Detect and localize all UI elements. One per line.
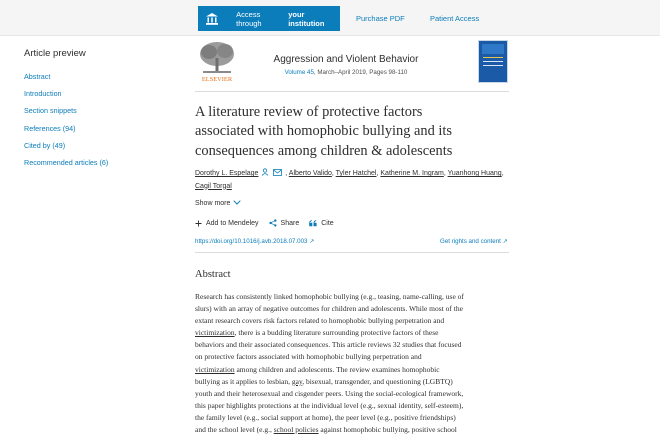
abstract-line: and the school level (e.g., school policies against homophobic bullying, positive school bbox=[195, 425, 457, 435]
purchase-pdf-link[interactable]: Purchase PDF bbox=[356, 14, 405, 23]
article-preview-sidebar bbox=[24, 48, 174, 171]
cite-label: Cite bbox=[321, 219, 334, 227]
mendeley-label: Add to Mendeley bbox=[206, 219, 259, 227]
plus-icon bbox=[195, 220, 202, 227]
external-link-icon: ↗ bbox=[309, 238, 315, 245]
chevron-down-icon bbox=[233, 200, 241, 207]
cover-stripe bbox=[483, 57, 503, 58]
glossary-term-link[interactable]: victimization bbox=[195, 328, 235, 338]
author-link[interactable]: Katherine M. Ingram bbox=[380, 170, 444, 177]
sidebar-item-references[interactable]: References (94) bbox=[24, 123, 76, 133]
abstract-heading: Abstract bbox=[195, 269, 231, 280]
abstract-line: slurs) with an array of negative outcomes for children and adolescents. While most of the bbox=[195, 304, 463, 314]
journal-cover-image[interactable] bbox=[478, 40, 508, 83]
share-label: Share bbox=[280, 219, 300, 227]
journal-issue bbox=[246, 69, 446, 76]
doi-link[interactable] bbox=[195, 238, 314, 245]
sidebar-heading: Article preview bbox=[24, 48, 86, 59]
journal-volume-link[interactable]: Volume 45 bbox=[284, 69, 314, 76]
author-link[interactable]: Tyler Hatchel bbox=[335, 170, 377, 177]
abstract-line: behaviors and their associated consequences. This article reviews 32 studies that focused bbox=[195, 340, 462, 350]
rights-text: Get rights and content bbox=[440, 238, 501, 245]
article-title-line: associated with homophobic bullying and its bbox=[195, 123, 453, 140]
publisher-name: ELSEVIER bbox=[201, 76, 233, 83]
cover-title-band bbox=[482, 44, 504, 54]
abstract-line: bullying as it applies to lesbian, gay, bisexual, transgender, and questioning (LGBTQ) bbox=[195, 376, 453, 386]
share-icon bbox=[269, 219, 277, 227]
glossary-term-link[interactable]: victimization bbox=[195, 364, 235, 374]
external-link-icon: ↗ bbox=[502, 238, 508, 245]
abstract-text bbox=[195, 291, 517, 436]
sidebar-item-section-snippets[interactable]: Section snippets bbox=[24, 106, 77, 116]
article-title-line: A literature review of protective factors bbox=[195, 104, 423, 120]
author-link[interactable]: Dorothy L. Espelage bbox=[195, 170, 259, 177]
sidebar-item-introduction[interactable]: Introduction bbox=[24, 89, 62, 99]
top-bar bbox=[0, 0, 660, 36]
elsevier-logo[interactable] bbox=[195, 40, 239, 84]
cite-button[interactable] bbox=[309, 220, 333, 227]
author-link[interactable]: Alberto Valido bbox=[288, 170, 332, 177]
author-link[interactable]: Cagil Torgal bbox=[195, 182, 232, 190]
sidebar-item-abstract[interactable]: Abstract bbox=[24, 72, 51, 81]
email-icon[interactable] bbox=[273, 169, 282, 181]
institution-icon bbox=[204, 10, 220, 27]
show-more-label: Show more bbox=[195, 200, 231, 207]
journal-title[interactable]: Aggression and Violent Behavior bbox=[273, 54, 419, 65]
sidebar-item-cited-by[interactable]: Cited by (49) bbox=[24, 140, 66, 150]
abstract-line: youth and their heterosexual and cisgender peers. Using the social-ecological framework, bbox=[195, 388, 464, 398]
cover-stripe bbox=[483, 61, 503, 62]
share-button[interactable] bbox=[269, 219, 300, 227]
show-more-toggle[interactable] bbox=[195, 200, 241, 207]
get-rights-link[interactable] bbox=[440, 238, 508, 245]
doi-text: https://doi.org/10.1016/j.avb.2018.07.003 bbox=[195, 238, 308, 245]
author-list: Dorothy L. Espelage , Alberto Valido, Tyler Hatchel, Katherine M. Ingram, Yuanhong Huang, Cagil Torgal bbox=[195, 170, 504, 190]
abstract-line: victimization, there is a budding literature surrounding protective factors of these bbox=[195, 328, 439, 338]
access-label-bold: your institution bbox=[288, 9, 325, 28]
glossary-term-link[interactable]: gay bbox=[291, 376, 303, 386]
author-link[interactable]: Yuanhong Huang bbox=[447, 170, 502, 177]
abstract-line: this paper highlights protections at the individual level (e.g., sexual identity, self-esteem), bbox=[195, 400, 464, 410]
abstract-line: on protective factors associated with homophobic bullying perpetration and bbox=[195, 352, 422, 362]
article-title bbox=[195, 103, 515, 161]
access-through-institution-button[interactable] bbox=[198, 6, 340, 31]
section-divider bbox=[195, 252, 509, 253]
patient-access-link[interactable]: Patient Access bbox=[430, 14, 480, 23]
add-to-mendeley-button[interactable] bbox=[195, 220, 259, 227]
cover-stripe bbox=[483, 65, 503, 66]
journal-issue-details: , March–April 2019, Pages 98-110 bbox=[313, 69, 408, 76]
sidebar-item-recommended-articles[interactable]: Recommended articles (6) bbox=[24, 157, 109, 167]
article-actions bbox=[195, 219, 344, 227]
quote-icon bbox=[309, 220, 317, 227]
abstract-line: the family level (e.g., social support at home), the peer level (e.g., positive friendships) bbox=[195, 412, 456, 422]
article-title-line: consequences among children & adolescents bbox=[195, 142, 453, 159]
glossary-term-link[interactable]: school policies bbox=[273, 425, 319, 435]
abstract-line: Research has consistently linked homophobic bullying (e.g., teasing, name-calling, use of bbox=[195, 292, 464, 301]
header-divider bbox=[195, 91, 509, 92]
abstract-line: victimization among children and adolescents. The review examines homophobic bbox=[195, 364, 440, 374]
abstract-line: extant research covers risk factors related to homophobic bullying perpetration and bbox=[195, 316, 445, 326]
person-icon[interactable] bbox=[261, 168, 269, 181]
access-label: Access through bbox=[236, 9, 262, 28]
